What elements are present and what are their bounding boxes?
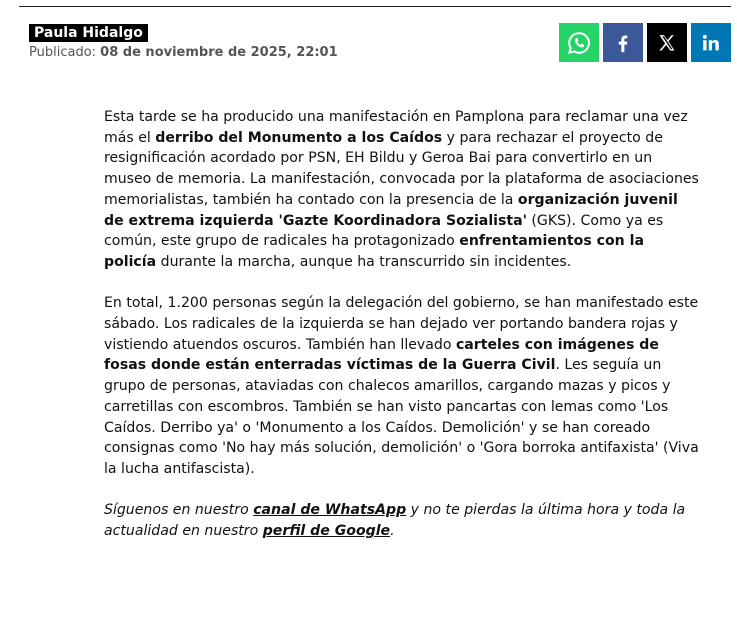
share-facebook-button[interactable] [603,23,643,62]
x-icon [657,33,677,53]
whatsapp-icon [567,31,591,55]
highlight-text: derribo del Monumento a los Caídos [155,129,443,146]
linkedin-icon [700,32,722,54]
paragraph-text: y no te pierdas la última hora y toda la actualidad en nuestro [104,502,686,540]
top-divider [19,6,731,7]
paragraph-text: . Les seguía un grupo de personas, ataviadas con chalecos amarillos, cargando mazas y picos y carretillas con escombros. También se han visto pancartas con lemas como 'Los Caídos. Derribo ya' o 'Monumento a los Caídos. Demolición' y se han coreado consignas como 'No hay más solución, demolición' o 'Gora borroka antifaxista' (Viva la lucha antifascista). [104,357,699,477]
published-date: 08 de noviembre de 2025, 22:01 [100,45,338,60]
published-line [29,45,338,61]
article-paragraph-1 [104,107,700,273]
share-x-button[interactable] [647,23,687,62]
whatsapp-channel-link[interactable]: canal de WhatsApp [253,502,407,519]
paragraph-text: Síguenos en nuestro [104,502,254,519]
share-linkedin-button[interactable] [691,23,731,62]
paragraph-text: (GKS). Como ya es común, este grupo de radicales ha protagonizado [104,212,664,250]
paragraph-text: Esta tarde se ha producido una manifestación en Pamplona para reclamar una vez más el [104,109,688,146]
highlight-text: organización juvenil de extrema izquierda 'Gazte Koordinadora Sozialista' [104,191,678,229]
facebook-icon [612,32,634,54]
share-whatsapp-button[interactable] [559,23,599,62]
follow-us-paragraph [104,500,700,541]
byline [29,22,338,61]
paragraph-text: y para rechazar el proyecto de resignificación acordado por PSN, EH Bildu y Geroa Bai para convertirlo en un museo de memoria. La manifestación, convocada por la plataforma de asociaciones memorialistas, también ha contado con la presencia de la [104,129,699,208]
highlight-text: carteles con imágenes de fosas donde están enterradas víctimas de la Guerra Civil [104,336,659,374]
google-profile-link[interactable]: perfil de Google [262,523,391,540]
article-body [104,107,700,562]
highlight-text: enfrentamientos con la policía [104,233,644,270]
share-bar [559,23,731,62]
paragraph-text: En total, 1.200 personas según la delegación del gobierno, se han manifestado este sábado. Los radicales de la izquierda se han dejado ver portando bandera rojas y vistiendo atuendos oscuros. También han llevado [104,295,699,353]
paragraph-text: . [390,523,395,540]
article-paragraph-2 [104,293,700,479]
author-name[interactable]: Paula Hidalgo [29,24,148,42]
published-label: Publicado: [29,45,97,60]
paragraph-text: durante la marcha, aunque ha transcurrido sin incidentes. [156,253,572,270]
